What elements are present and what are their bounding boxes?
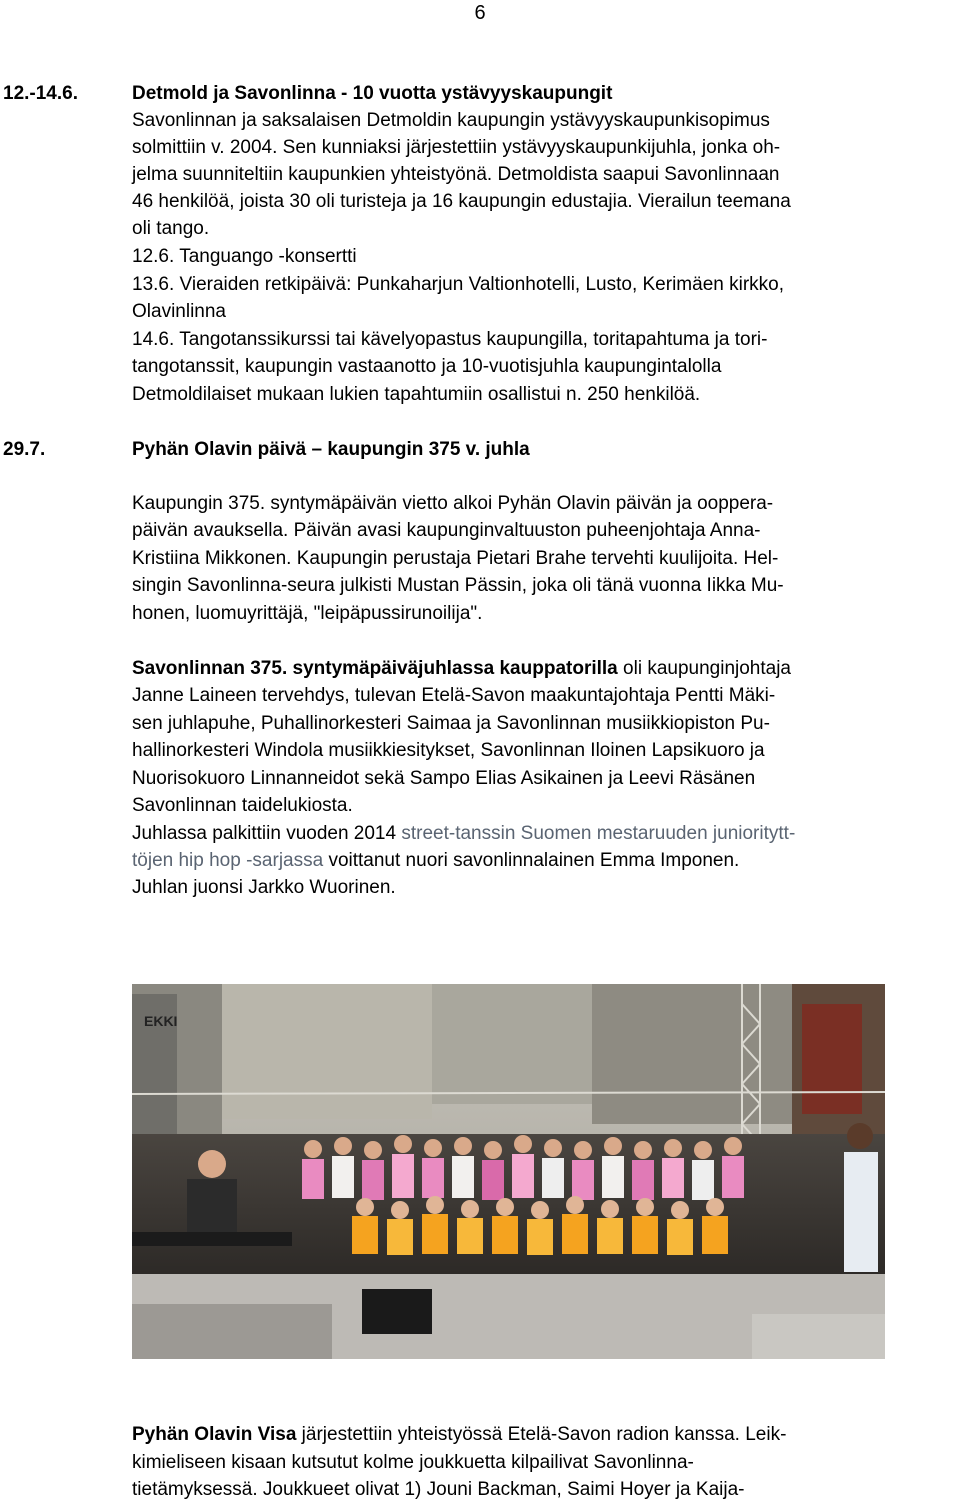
event-text: Detmoldilaiset mukaan lukien tapahtumiin osallistui n. 250 henkilöä. <box>132 384 701 405</box>
event-text: Kristiina Mikkonen. Kaupungin perustaja Pietari Brahe tervehti kuulijoita. Hel- <box>132 548 779 569</box>
celebration-text: Janne Laineen tervehdys, tulevan Etelä-Savon maakuntajohtaja Pentti Mäki- <box>132 685 776 706</box>
event-text: 46 henkilöä, joista 30 oli turisteja ja 16 kaupungin edustajia. Vierailun teemana <box>132 191 791 212</box>
award-line <box>132 820 795 847</box>
award-text: voittanut nuori savonlinnalainen Emma Imponen. <box>323 850 740 871</box>
concert-photo-illustration <box>132 984 885 1359</box>
sign-text: EKKI <box>144 1013 178 1029</box>
award-text: Juhlassa palkittiin vuoden 2014 <box>132 823 402 844</box>
celebration-text: hallinorkesteri Windola musiikkiesitykset, Savonlinnan Iloinen Lapsikuoro ja <box>132 740 765 761</box>
event-title: Pyhän Olavin päivä – kaupungin 375 v. juhla <box>132 439 530 460</box>
event-text: Olavinlinna <box>132 301 226 322</box>
concert-photo <box>132 984 885 1359</box>
celebration-text: Nuorisokuoro Linnanneidot sekä Sampo Elias Asikainen ja Leevi Räsänen <box>132 768 756 789</box>
event-title: Detmold ja Savonlinna - 10 vuotta ystävyyskaupungit <box>132 83 613 104</box>
event-text: solmittiin v. 2004. Sen kunniaksi järjestettiin ystävyyskaupunkijuhla, jonka oh- <box>132 137 781 158</box>
celebration-text: Savonlinnan taidelukiosta. <box>132 795 353 816</box>
event-text: 12.6. Tanguango -konsertti <box>132 246 357 267</box>
host-line: Juhlan juonsi Jarkko Wuorinen. <box>132 877 396 898</box>
event-text: honen, luomuyrittäjä, "leipäpussirunoilija". <box>132 603 483 624</box>
event-text: Savonlinnan ja saksalaisen Detmoldin kaupungin ystävyyskaupunkisopimus <box>132 110 770 131</box>
celebration-paragraph-first-line <box>132 655 791 682</box>
event-text: 14.6. Tangotanssikurssi tai kävelyopastus kaupungilla, toritapahtuma ja tori- <box>132 329 768 350</box>
celebration-text: oli kaupunginjohtaja <box>617 658 791 679</box>
celebration-bold: Savonlinnan 375. syntymäpäiväjuhlassa kauppatorilla <box>132 658 618 679</box>
event-text: singin Savonlinna-seura julkisti Mustan Pässin, joka oli tänä vuonna Iikka Mu- <box>132 575 784 596</box>
event-text: 13.6. Vieraiden retkipäivä: Punkaharjun Valtionhotelli, Lusto, Kerimäen kirkko, <box>132 274 785 295</box>
visa-bold: Pyhän Olavin Visa <box>132 1424 297 1445</box>
event-date: 29.7. <box>3 439 46 460</box>
visa-text: järjestettiin yhteistyössä Etelä-Savon radion kanssa. Leik- <box>296 1424 787 1445</box>
award-line <box>132 847 739 874</box>
event-text: Kaupungin 375. syntymäpäivän vietto alkoi Pyhän Olavin päivän ja ooppera- <box>132 493 774 514</box>
award-link[interactable]: töjen hip hop -sarjassa <box>132 850 324 871</box>
event-text: oli tango. <box>132 218 210 239</box>
visa-text: kimieliseen kisaan kutsutut kolme joukkuetta kilpailivat Savonlinna- <box>132 1452 694 1473</box>
event-text: tangotanssit, kaupungin vastaanotto ja 10-vuotisjuhla kaupungintalolla <box>132 356 722 377</box>
event-text: päivän avauksella. Päivän avasi kaupunginvaltuuston puheenjohtaja Anna- <box>132 520 761 541</box>
award-link[interactable]: street-tanssin Suomen mestaruuden junioritytt- <box>401 823 796 844</box>
celebration-text: sen juhlapuhe, Puhallinorkesteri Saimaa ja Savonlinnan musiikkiopiston Pu- <box>132 713 770 734</box>
event-date: 12.-14.6. <box>3 83 78 104</box>
event-text: jelma suunniteltiin kaupunkien yhteistyönä. Detmoldista saapui Savonlinnaan <box>132 164 780 185</box>
visa-line <box>132 1421 786 1448</box>
page-number: 6 <box>474 2 486 24</box>
visa-text: tietämyksessä. Joukkueet olivat 1) Jouni Backman, Saimi Hoyer ja Kaija- <box>132 1479 745 1500</box>
